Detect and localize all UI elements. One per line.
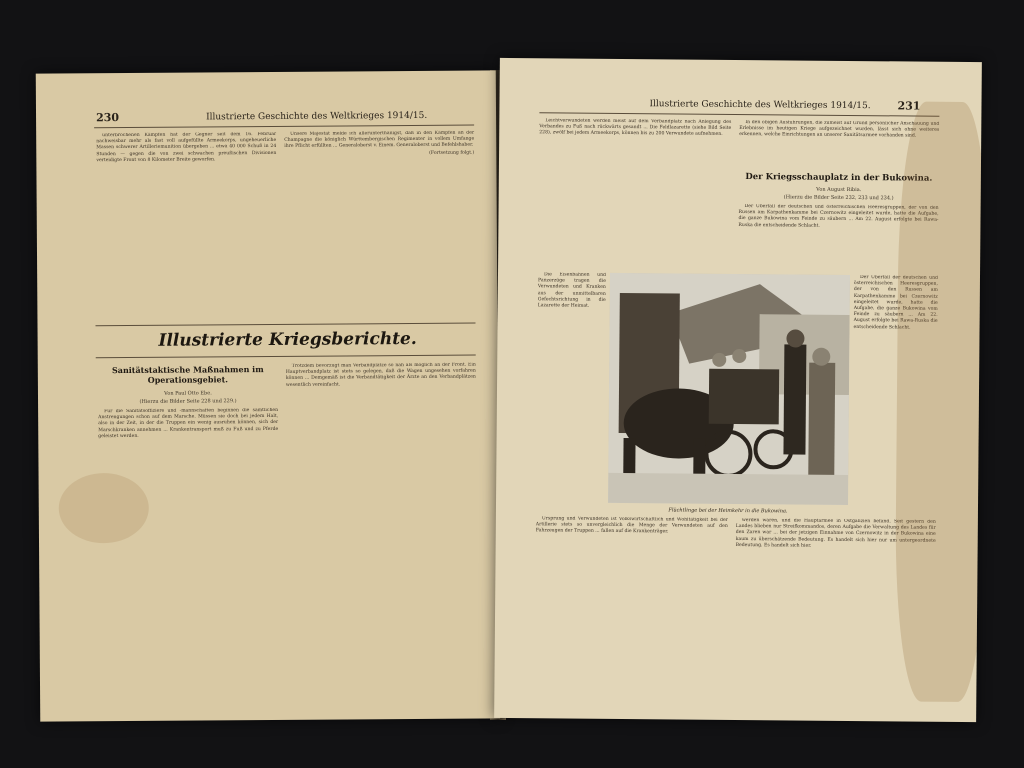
column-d-text: Der Überfall der deutschen und österreichischen Heeresgruppen, der von den Russen am Karpathenkamme bei Czernowitz eingeleitet wurde, hatte die Aufgabe, die ganze Bukowina vom Feinde zu säubern ... Am 22. August erfolgte bei Rawa-Ruska die entscheidende Schlacht.: [738, 204, 939, 229]
column-1-text: unterbrochenen Kämpfen hat der Gegner seit dem 16. Februar nachweisbar mehr als fast voll aufgefüllte Armeekorps, ungeheuerliche Massen schwerer Artilleriemunition übergeben ... etwa 40 000 Schuß in 24 Stunden — gegen die von zwei schwachen preußischen Divisionen verteidigte Front von 8 Kilometer Breite geworfen.: [96, 131, 277, 164]
column-e: [534, 516, 728, 708]
article-title-left: Sanitätstaktische Maßnahmen im Operationsgebiet.: [111, 364, 264, 385]
refugee-photo-art: [608, 273, 850, 505]
column-d-cont-text: Der Überfall der deutschen und österreichischen Heeresgruppen, der von den Russen am Karpathenkamme bei Czernowitz eingeleitet wurde, hatte die Aufgabe, die ganze Bukowina vom Feinde zu säubern ... Am 22. August erfolgte bei Rawa-Ruska die entscheidende Schlacht.: [853, 275, 939, 331]
column-2-text: Unsere Majestät melde ich allerunterthänigst, daß in den Kämpfen an der Champagne die königlich Württembergischen Regimenter in vollem Umfange ihre Pflicht erfüllten ... Generaloberst v. Einem. Generaloberst und Befehlshaber.: [284, 130, 475, 150]
column-f-text: werden waren, und die Hauptarmee in Ostgalizien befand. Seit gestern den Landes blieben nur Streifkommandos, deren Aufgabe die Verwaltung des Landes für den Zaren war ... bei der jetzigen Einnahme von Czernowitz in der Bukowina eine kaum zu überschätzende Bedeutung. Es handelt sich hier nur um untergeordnete Bedeutung. Es handelt sich hier.: [735, 518, 936, 549]
paper-edge-stain: [894, 101, 982, 702]
page-number-left: 230: [96, 111, 120, 125]
running-head-left: Illustrierte Geschichte des Weltkrieges 1914/15.: [206, 110, 428, 123]
section-banner: Illustrierte Kriegsberichte.: [158, 328, 417, 351]
article-byline-right: Von August Ribia.: [816, 186, 862, 194]
article-byline-left: Von Paul Otto Ebe.: [164, 390, 212, 397]
left-page: [36, 70, 501, 721]
running-head-right: Illustrierte Geschichte des Weltkrieges 1914/15.: [649, 99, 871, 112]
refugee-photo: [608, 273, 850, 505]
column-a: [538, 118, 731, 270]
continued-note: (Fortsetzung folgt.): [429, 150, 475, 156]
column-3: [98, 408, 280, 709]
column-1: [96, 132, 277, 323]
section-rule-lower: [96, 355, 476, 359]
column-b-text: Die Eisenbahnen und Panzerzüge tragen die Verwundeten und Kranken aus der unmittelbaren Gefechtsrichtung in die Lazarette der Heimat.: [537, 272, 607, 309]
right-page: [494, 58, 982, 722]
column-4-text: Trotzdem bevorzugt man Verbandplätze so nah als möglich an der Front. Ein Hauptverbandplatz ist stets so gelegen, daß die Wagen ungesehen vorfahren können ... Demgemäß ist die Verbandtätigkeit der Ärzte an den Verbandplätzen wesentlich vereinfacht.: [285, 362, 476, 388]
article-note-left: (Hierzu die Bilder Seite 228 und 229.): [139, 398, 237, 405]
section-rule: [96, 323, 476, 327]
paper-stain: [59, 473, 149, 544]
header-rule-right: [539, 112, 939, 116]
column-a-text: Leichtverwundeten werden meist auf dem Verbandplatz nach Anlegung des Verbandes zu Fuß nach rückwärts gesandt ... Die Feldlazarette (siehe Bild Seite 228), zwölf bei jedem Armeekorps, können bis zu 200 Verwundete aufnehmen.: [539, 118, 732, 138]
column-3-text: Für die Sanitätsoffiziere und -mannschaften beginnen die sämtlichen Anstrengungen schon auf dem Marsche. Müssen sie doch bei jedem Halt, also in der Zeit, in der die Truppen ein wenig ausruhen können, sich der Marschkranken annehmen ... Krankentransport muß zu Fuß und zu Pferde geleistet werden.: [98, 407, 279, 439]
header-rule-left: [94, 125, 474, 129]
article-title-right: Der Kriegsschauplatz in der Bukowina.: [745, 172, 933, 184]
column-e-text: Ursprung und Verwundeten ist Volkswirtschaftlich und Wohltätigkeit bei der Artillerie stets so unvergleichlich die Menge der Verwundeten auf den Fahrzeugen der Truppen ... fallen auf die Krankenträger.: [535, 516, 728, 535]
photo-caption: Flüchtlinge bei der Heimkehr in die Bukowina.: [668, 507, 788, 515]
column-4: [286, 363, 478, 708]
article-note-right: (Hierzu die Bilder Seite 232, 233 und 234.): [783, 194, 894, 202]
column-2: [284, 131, 475, 312]
page-number-right: 231: [897, 99, 921, 113]
column-b: [536, 272, 606, 505]
column-c-text: In den obigen Ausführungen, die zumeist auf Grund persönlicher Anschauung und Erlebnisse im heutigen Kriege aufgezeichnet wurden, lässt sich ohne weiteres erkennen, welche Einrichtungen an unserer Sanitätsarmee vorhanden sind.: [739, 120, 940, 139]
